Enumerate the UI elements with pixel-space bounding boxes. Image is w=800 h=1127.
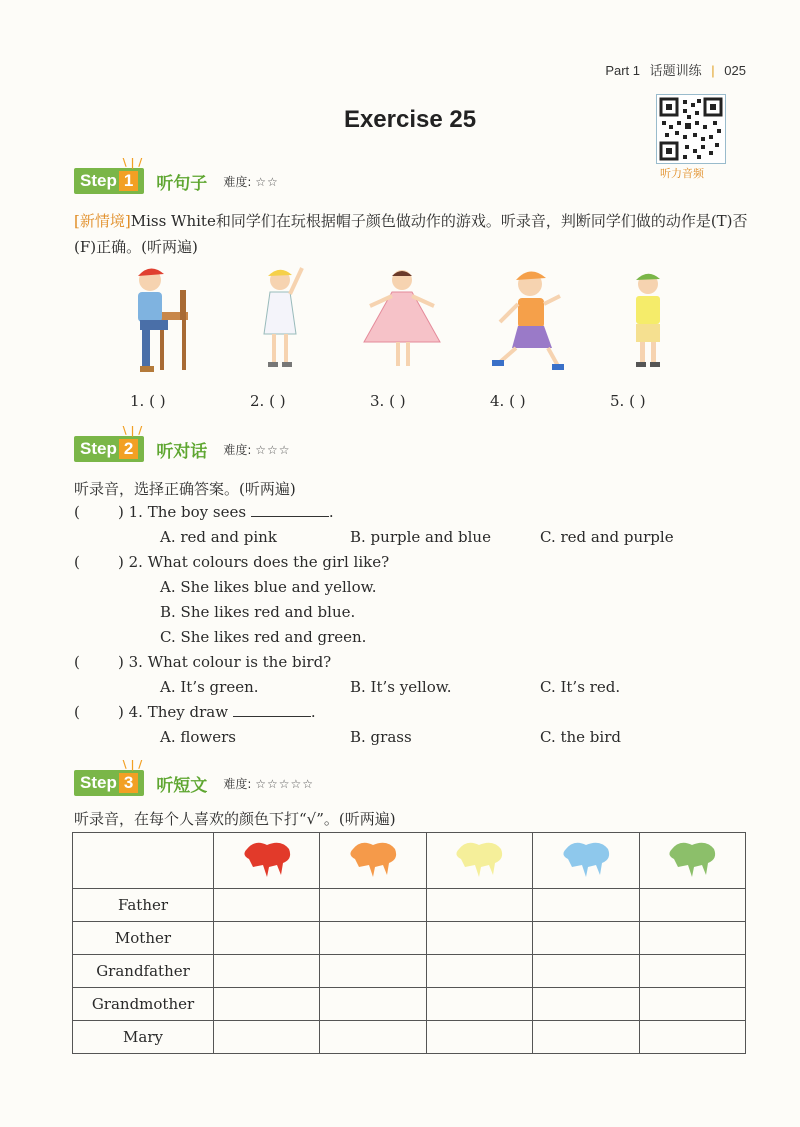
option-b: B. It’s yellow. — [350, 678, 452, 696]
step-number: 3 — [119, 773, 138, 793]
question-2: ( ) 2. What colours does the girl like? — [74, 553, 390, 571]
check-cell[interactable] — [426, 922, 532, 955]
row-label: Grandmother — [73, 988, 214, 1021]
paint-splash-icon — [457, 842, 503, 876]
step3-instruction: 听录音，在每个人喜欢的颜色下打“√”。(听两遍) — [74, 810, 396, 828]
check-cell[interactable] — [214, 922, 320, 955]
check-cell[interactable] — [426, 889, 532, 922]
star-icon: ☆☆ — [255, 174, 279, 189]
check-cell[interactable] — [426, 988, 532, 1021]
row-label: Mother — [73, 922, 214, 955]
answer-slot-1[interactable]: 1. ( ) — [130, 392, 166, 410]
table-row — [73, 988, 746, 1021]
option-c: C. the bird — [540, 728, 621, 746]
table-row — [73, 889, 746, 922]
step1-name: 听句子 — [156, 173, 208, 194]
paint-cell — [639, 833, 745, 889]
star-icon: ☆☆☆☆☆ — [255, 776, 314, 791]
step2-name: 听对话 — [156, 441, 208, 462]
check-cell[interactable] — [214, 1021, 320, 1054]
answer-bracket[interactable]: ( ) — [74, 553, 124, 571]
check-cell[interactable] — [426, 955, 532, 988]
answer-bracket[interactable]: ( ) — [74, 503, 124, 521]
check-cell[interactable] — [639, 988, 745, 1021]
option-b: B. She likes red and blue. — [160, 603, 356, 621]
boy-standing-picture — [636, 274, 660, 367]
paint-cell — [533, 833, 639, 889]
check-cell[interactable] — [639, 889, 745, 922]
question-1-options — [74, 525, 754, 550]
spark-icon: \ | / — [122, 156, 143, 169]
difficulty-label: 难度: — [223, 174, 252, 189]
step2-badge — [74, 424, 144, 462]
check-cell[interactable] — [533, 955, 639, 988]
step2-instruction: 听录音，选择正确答案。(听两遍) — [74, 480, 296, 498]
check-cell[interactable] — [533, 1021, 639, 1054]
answer-slot-4[interactable]: 4. ( ) — [490, 392, 526, 410]
step1-heading — [74, 156, 279, 194]
check-cell[interactable] — [214, 889, 320, 922]
step3-badge — [74, 758, 144, 796]
answer-bracket[interactable]: ( ) — [74, 653, 124, 671]
step-word: Step — [80, 439, 117, 458]
part-label: Part 1 — [605, 63, 641, 78]
star-icon: ☆☆☆ — [255, 442, 291, 457]
paint-splash-icon — [563, 842, 609, 876]
question-4: ( ) 4. They draw . — [74, 703, 316, 721]
step2-questions — [74, 500, 754, 750]
check-cell[interactable] — [639, 922, 745, 955]
option-a: A. It’s green. — [160, 678, 259, 696]
check-cell[interactable] — [214, 955, 320, 988]
girl-dancing-picture — [364, 270, 440, 366]
difficulty — [223, 441, 290, 458]
step-number: 1 — [119, 171, 138, 191]
step1-pictures — [120, 262, 700, 380]
question-1: ( ) 1. The boy sees . — [74, 503, 334, 521]
paint-cell — [214, 833, 320, 889]
step2-heading — [74, 424, 291, 462]
new-context-tag: [新情境] — [74, 212, 131, 230]
page-number: 025 — [724, 63, 746, 78]
check-cell[interactable] — [214, 988, 320, 1021]
answer-slot-3[interactable]: 3. ( ) — [370, 392, 406, 410]
paint-cell — [426, 833, 532, 889]
step1-badge — [74, 156, 144, 194]
option-c: C. It’s red. — [540, 678, 621, 696]
question-4-options — [74, 725, 754, 750]
step3-heading — [74, 758, 314, 796]
qr-code-icon[interactable] — [656, 94, 726, 164]
option-a: A. She likes blue and yellow. — [160, 578, 377, 596]
check-cell[interactable] — [320, 988, 426, 1021]
qr-label: 听力音频 — [660, 167, 704, 180]
spark-icon: \ | / — [122, 424, 143, 437]
header-separator: | — [711, 63, 715, 78]
check-cell[interactable] — [533, 889, 639, 922]
question-3-options — [74, 675, 754, 700]
paint-cell — [320, 833, 426, 889]
difficulty — [223, 173, 278, 190]
option-b: B. purple and blue — [350, 528, 491, 546]
table-row — [73, 955, 746, 988]
spark-icon: \ | / — [122, 758, 143, 771]
option-c: C. She likes red and green. — [160, 628, 367, 646]
paint-splash-icon — [670, 842, 716, 876]
fill-blank[interactable] — [251, 502, 329, 517]
option-b: B. grass — [350, 728, 412, 746]
check-cell[interactable] — [320, 955, 426, 988]
table-row — [73, 1021, 746, 1054]
check-cell[interactable] — [320, 889, 426, 922]
answer-bracket[interactable]: ( ) — [74, 703, 124, 721]
answer-slot-2[interactable]: 2. ( ) — [250, 392, 286, 410]
check-cell[interactable] — [320, 922, 426, 955]
table-header-row — [73, 833, 746, 889]
step-number: 2 — [119, 439, 138, 459]
step-word: Step — [80, 171, 117, 190]
section-label: 话题训练 — [649, 63, 702, 78]
row-label: Father — [73, 889, 214, 922]
difficulty — [223, 775, 314, 792]
page-title: Exercise 25 — [343, 106, 477, 133]
check-cell[interactable] — [320, 1021, 426, 1054]
step1-answers — [130, 392, 730, 410]
check-cell[interactable] — [426, 1021, 532, 1054]
option-a: A. flowers — [160, 728, 236, 746]
color-table — [72, 832, 746, 1054]
girl-waving-picture — [264, 268, 302, 367]
difficulty-label: 难度: — [223, 442, 252, 457]
step-word: Step — [80, 773, 117, 792]
answer-slot-5[interactable]: 5. ( ) — [610, 392, 646, 410]
check-cell[interactable] — [639, 955, 745, 988]
option-a: A. red and pink — [160, 528, 277, 546]
table-corner-cell — [73, 833, 214, 889]
option-c: C. red and purple — [540, 528, 674, 546]
row-label: Grandfather — [73, 955, 214, 988]
boy-sitting-picture — [138, 268, 188, 372]
paint-splash-icon — [244, 842, 290, 876]
row-label: Mary — [73, 1021, 214, 1054]
step1-instruction-text: Miss White和同学们在玩根据帽子颜色做动作的游戏。听录音，判断同学们做的动作是(T)否(F)正确。(听两遍) — [74, 212, 748, 256]
step1-instruction — [74, 208, 750, 260]
boy-running-picture — [492, 271, 564, 370]
step3-name: 听短文 — [156, 775, 208, 796]
difficulty-label: 难度: — [223, 776, 252, 791]
check-cell[interactable] — [533, 922, 639, 955]
paint-splash-icon — [351, 842, 397, 876]
page-header — [605, 60, 746, 79]
fill-blank[interactable] — [233, 702, 311, 717]
question-3: ( ) 3. What colour is the bird? — [74, 653, 332, 671]
table-row — [73, 922, 746, 955]
check-cell[interactable] — [639, 1021, 745, 1054]
check-cell[interactable] — [533, 988, 639, 1021]
